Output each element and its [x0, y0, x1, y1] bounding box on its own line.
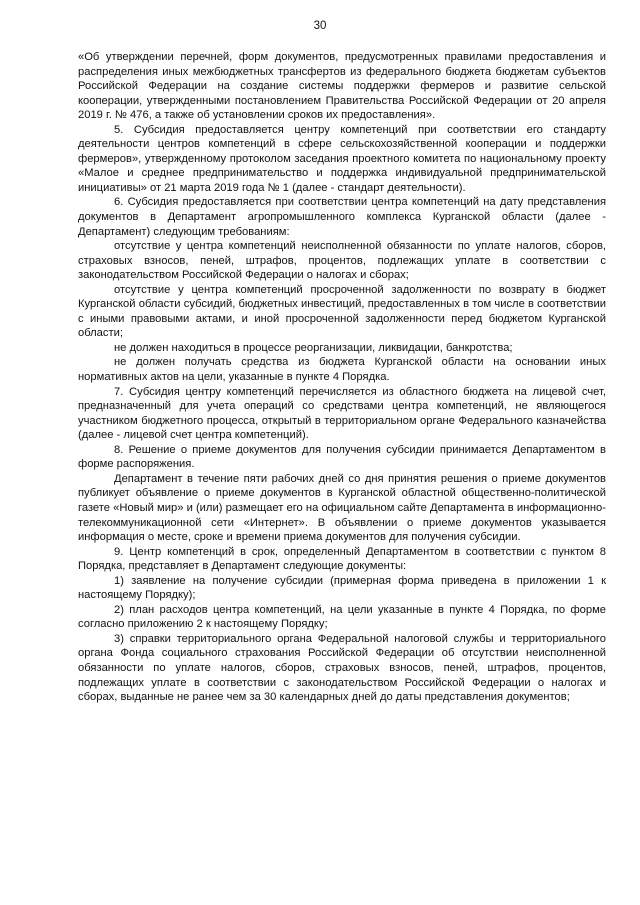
paragraph: не должен находиться в процессе реорганизации, ликвидации, банкротства;: [114, 341, 513, 354]
paragraph: 6. Субсидия предоставляется при соответствии центра компетенций на дату представления документов в Департамент агропромышленного комплекса Курганской области (далее - Департамент) следующим требованиям:: [78, 196, 606, 238]
paragraph: отсутствие у центра компетенций неисполненной обязанности по уплате налогов, сборов, страховых взносов, пеней, штрафов, процентов, подлежащих уплате в соответствии с законодательством Российской Федерации о налогах и сборах;: [78, 240, 606, 282]
paragraph: 3) справки территориального органа Федеральной налоговой службы и территориального органа Фонда социального страхования Российской Федерации об отсутствии неисполненной обязанности по уплате налогов, сборов, страховых взносов, пеней, штрафов, процентов, подлежащих уплате в соответствии с законодательством Российской Федерации о налогах и сборах, выданные не ранее чем за 30 календарных дней до даты представления документов;: [78, 632, 606, 704]
paragraph: 2) план расходов центра компетенций, на цели указанные в пункте 4 Порядка, по форме согласно приложению 2 к настоящему Порядку;: [78, 603, 606, 631]
paragraph: 9. Центр компетенций в срок, определенный Департаментом в соответствии с пунктом 8 Порядка, представляет в Департамент следующие документы:: [78, 545, 606, 573]
paragraph: 5. Субсидия предоставляется центру компетенций при соответствии его стандарту деятельности центров компетенций в сфере сельскохозяйственной кооперации и поддержки фермеров», утвержденному протоколом заседания проектного комитета по национальному проекту «Малое и среднее предпринимательство и поддержка индивидуальной предпринимательской инициативы» от 21 марта 2019 года № 1 (далее - стандарт деятельности).: [78, 123, 606, 194]
paragraph: 7. Субсидия центру компетенций перечисляется из областного бюджета на лицевой счет, предназначенный для учета операций со средствами центра компетенций, не являющегося участником бюджетного процесса, открытый в территориальном органе Федерального казначейства (далее - лицевой счет центра компетенций).: [78, 385, 606, 442]
paragraph: не должен получать средства из бюджета Курганской области на основании иных нормативных актов на цели, указанные в пункте 4 Порядка.: [78, 356, 606, 384]
document-body: [78, 50, 606, 705]
paragraph: «Об утверждении перечней, форм документов, предусмотренных правилами предоставления и распределения иных межбюджетных трансфертов из федерального бюджета бюджетам субъектов Российской Федерации на создание системы поддержки фермеров и развитие сельской кооперации, утвержденными постановлением Правительства Российской Федерации от 20 апреля 2019 г. № 476, а также об установлении сроков их предоставления».: [78, 51, 606, 122]
paragraph: 8. Решение о приеме документов для получения субсидии принимается Департаментом в форме распоряжения.: [78, 443, 606, 471]
paragraph: Департамент в течение пяти рабочих дней со дня принятия решения о приеме документов публикует объявление о приеме документов в Курганской областной общественно-политической газете «Новый мир» и (или) размещает его на официальном сайте Департамента в информационно-телекоммуникационной сети «Интернет». В объявлении о приеме документов указывается информация о месте, сроке и времени приема документов для получения субсидии.: [78, 472, 606, 544]
paragraph: отсутствие у центра компетенций просроченной задолженности по возврату в бюджет Курганской области субсидий, бюджетных инвестиций, предоставленных в том числе в соответствии с иными правовыми актами, и иной просроченной задолженности перед бюджетом Курганской области;: [78, 283, 606, 340]
page-number: 30: [313, 20, 327, 32]
paragraph: 1) заявление на получение субсидии (примерная форма приведена в приложении 1 к настоящему Порядку);: [78, 574, 606, 602]
